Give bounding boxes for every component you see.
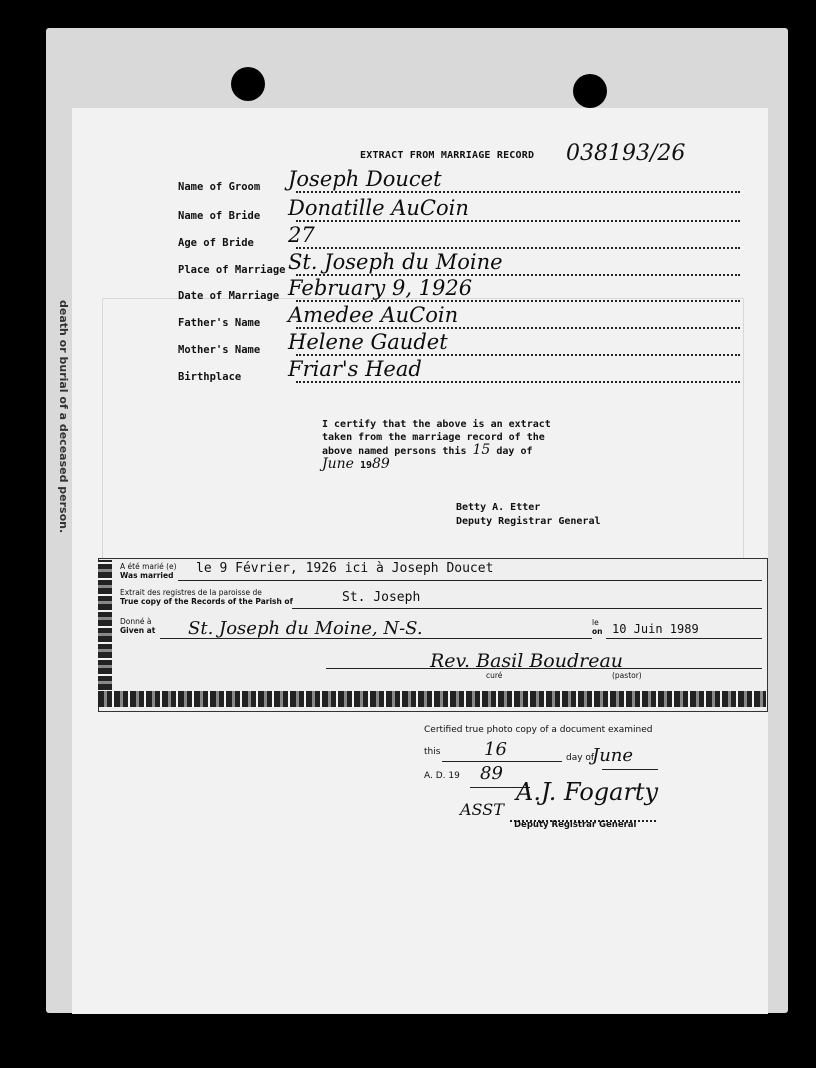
signer-title: Deputy Registrar General xyxy=(456,516,601,527)
field-label: Mother's Name xyxy=(178,344,261,356)
field-dotted-line xyxy=(296,191,740,193)
asst-prefix: ASST xyxy=(460,800,504,819)
signer-name: Betty A. Etter xyxy=(456,502,541,513)
field-label: Date of Marriage xyxy=(178,290,280,302)
extract-parish-label: Extrait des registres de la paroisse de True copy of the Records of the Parish of xyxy=(120,588,293,606)
certification-block xyxy=(322,418,592,472)
decorative-border-left xyxy=(98,560,112,706)
cert-day: 15 xyxy=(472,442,491,458)
parish-value: St. Joseph xyxy=(342,590,421,605)
field-row xyxy=(178,167,740,195)
photo-copy-year: 89 xyxy=(480,763,503,784)
field-label: Name of Groom xyxy=(178,181,261,193)
decorative-border-bottom xyxy=(98,691,766,707)
signer-block xyxy=(456,501,601,529)
photo-copy-ad-label: A. D. 19 xyxy=(424,771,460,781)
field-dotted-line xyxy=(296,220,740,222)
on-label: le on xyxy=(592,618,603,636)
on-value: 10 Juin 1989 xyxy=(612,622,699,636)
punch-hole-left xyxy=(231,67,265,101)
field-dotted-line xyxy=(296,381,740,383)
cert-line-4 xyxy=(322,458,592,472)
field-value: Amedee AuCoin xyxy=(288,303,459,327)
cert-line-3 xyxy=(322,444,592,458)
cert-line-3-post: day of xyxy=(490,446,533,457)
given-label: Donné à Given at xyxy=(120,617,156,635)
field-dotted-line xyxy=(296,247,740,249)
married-label: A été marié (e) Was married xyxy=(120,562,177,580)
field-label: Birthplace xyxy=(178,371,242,383)
photo-copy-day-line xyxy=(442,761,562,762)
cure-label: curé xyxy=(486,671,503,680)
field-row xyxy=(178,357,740,385)
field-label: Age of Bride xyxy=(178,237,254,249)
field-row xyxy=(178,276,740,304)
given-value: St. Joseph du Moine, N-S. xyxy=(188,618,423,639)
field-dotted-line xyxy=(296,327,740,329)
field-row xyxy=(178,303,740,331)
married-line xyxy=(178,580,762,581)
field-value: Helene Gaudet xyxy=(288,330,448,354)
field-label: Name of Bride xyxy=(178,210,261,222)
field-row xyxy=(178,196,740,224)
field-value: St. Joseph du Moine xyxy=(288,250,503,274)
photo-copy-month-line xyxy=(602,769,658,770)
priest-signature: Rev. Basil Boudreau xyxy=(430,650,624,672)
extract-parish-line xyxy=(292,608,762,609)
field-row xyxy=(178,330,740,358)
pastor-label: (pastor) xyxy=(612,671,642,680)
cert-line-1: I certify that the above is an extract xyxy=(322,419,551,430)
record-number: 038193/26 xyxy=(566,141,686,166)
on-line xyxy=(606,638,762,639)
field-value: Joseph Doucet xyxy=(288,167,442,191)
field-value: Donatille AuCoin xyxy=(288,196,469,220)
photo-copy-day: 16 xyxy=(484,739,507,760)
fogarty-signature: A.J. Fogarty xyxy=(516,778,659,806)
field-dotted-line xyxy=(296,300,740,302)
side-text: death or burial of a deceased person. xyxy=(57,300,70,534)
field-row xyxy=(178,250,740,278)
field-label: Place of Marriage xyxy=(178,264,286,276)
photo-copy-month: June xyxy=(592,745,634,766)
deputy-label: Deputy Registrar General xyxy=(514,820,637,830)
cert-line-3-pre: above named persons this xyxy=(322,446,473,457)
photo-copy-line-1: Certified true photo copy of a document examined xyxy=(424,725,653,735)
field-value: Friar's Head xyxy=(288,357,422,381)
cert-line-2: taken from the marriage record of the xyxy=(322,432,545,443)
cert-line-4-mid: 19 xyxy=(353,460,372,471)
cert-year: 89 xyxy=(372,456,390,472)
married-value: le 9 Février, 1926 ici à Joseph Doucet xyxy=(196,561,494,576)
field-row xyxy=(178,223,740,251)
field-dotted-line xyxy=(296,354,740,356)
document-title: EXTRACT FROM MARRIAGE RECORD xyxy=(360,150,535,161)
cert-month: June xyxy=(322,456,354,472)
field-value: 27 xyxy=(288,223,315,247)
field-label: Father's Name xyxy=(178,317,261,329)
punch-hole-right xyxy=(573,74,607,108)
photo-copy-this-label: this xyxy=(424,747,441,757)
photo-copy-day-of-label: day of xyxy=(566,753,595,763)
field-value: February 9, 1926 xyxy=(288,276,473,300)
